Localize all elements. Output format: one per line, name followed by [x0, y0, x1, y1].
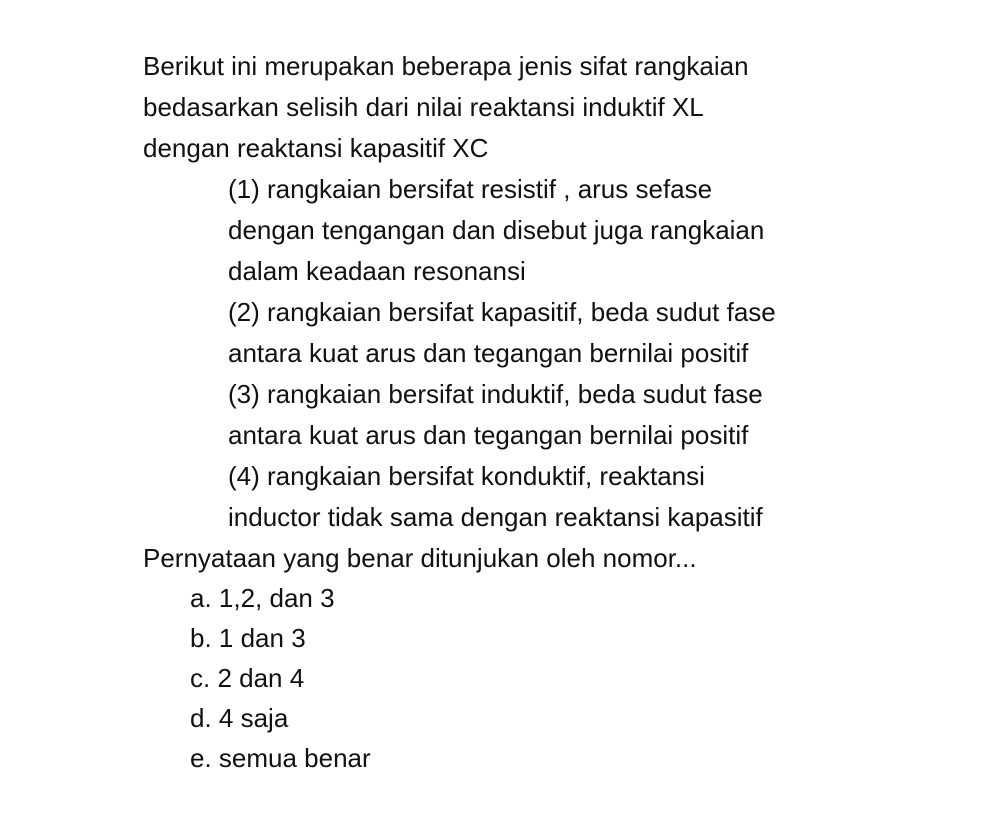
statement-line: antara kuat arus dan tegangan bernilai positif	[228, 338, 749, 368]
statement-line: dalam keadaan resonansi	[228, 256, 526, 286]
statement-line: antara kuat arus dan tegangan bernilai positif	[228, 420, 749, 450]
intro-line: bedasarkan selisih dari nilai reaktansi induktif XL	[143, 92, 704, 122]
statement-line: inductor tidak sama dengan reaktansi kapasitif	[228, 502, 763, 532]
intro-line: Berikut ini merupakan beberapa jenis sifat rangkaian	[143, 51, 749, 81]
statement-line: dengan tengangan dan disebut juga rangkaian	[228, 215, 765, 245]
option-b: b. 1 dan 3	[190, 623, 306, 653]
statement-line: (2) rangkaian bersifat kapasitif, beda sudut fase	[228, 297, 776, 327]
statement-line: (3) rangkaian bersifat induktif, beda sudut fase	[228, 379, 763, 409]
intro-line: dengan reaktansi kapasitif XC	[143, 133, 489, 163]
question-text: Pernyataan yang benar ditunjukan oleh nomor...	[143, 543, 697, 573]
option-c: c. 2 dan 4	[190, 663, 305, 693]
statement-line: (4) rangkaian bersifat konduktif, reaktansi	[228, 461, 705, 491]
option-e: e. semua benar	[190, 743, 371, 773]
statement-line: (1) rangkaian bersifat resistif , arus sefase	[228, 174, 713, 204]
option-d: d. 4 saja	[190, 703, 289, 733]
option-a: a. 1,2, dan 3	[190, 583, 335, 613]
